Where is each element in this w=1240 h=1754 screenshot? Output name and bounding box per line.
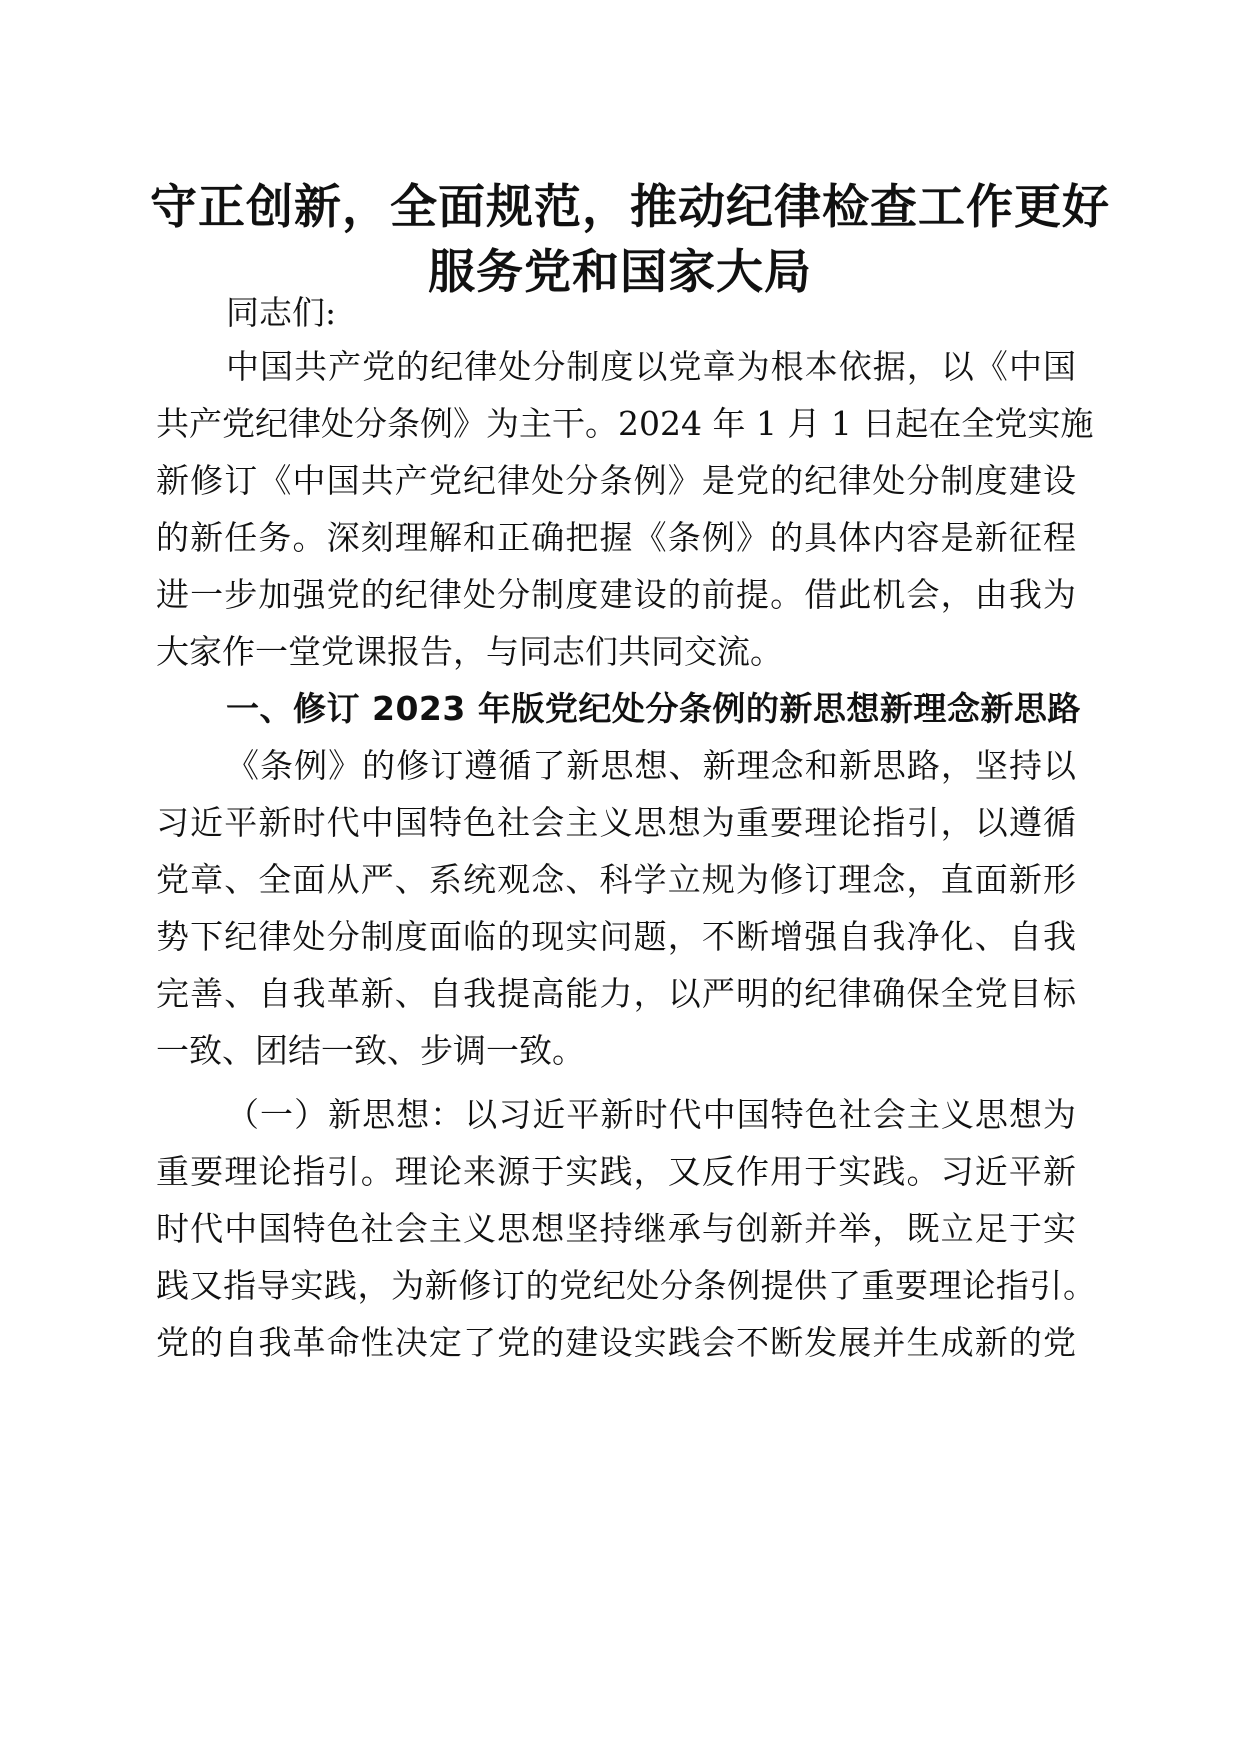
section-1-line-2: 习近平新时代中国特色社会主义思想为重要理论指引，以遵循 — [156, 803, 1076, 842]
intro-line-3: 新修订《中国共产党纪律处分条例》是党的纪律处分制度建设 — [156, 461, 1076, 500]
subsection-1-line-1: （一）新思想：以习近平新时代中国特色社会主义思想为 — [226, 1095, 1076, 1134]
subsection-1-line-4: 践又指导实践，为新修订的党纪处分条例提供了重要理论指引。 — [156, 1266, 1096, 1305]
salutation: 同志们: — [226, 293, 337, 332]
subsection-1-line-2: 重要理论指引。理论来源于实践，又反作用于实践。习近平新 — [156, 1152, 1076, 1191]
section-1-line-5: 完善、自我革新、自我提高能力，以严明的纪律确保全党目标 — [156, 974, 1076, 1013]
intro-line-6: 大家作一堂党课报告，与同志们共同交流。 — [156, 632, 783, 671]
document-title-line-2: 服务党和国家大局 — [428, 245, 812, 300]
document-title-line-1: 守正创新，全面规范，推动纪律检查工作更好 — [150, 180, 1110, 235]
intro-line-4: 的新任务。深刻理解和正确把握《条例》的具体内容是新征程 — [156, 518, 1076, 557]
section-1-heading: 一、修订 2023 年版党纪处分条例的新思想新理念新思路 — [226, 689, 1081, 728]
section-1-line-6: 一致、团结一致、步调一致。 — [156, 1031, 585, 1070]
subsection-1-line-5: 党的自我革命性决定了党的建设实践会不断发展并生成新的党 — [156, 1323, 1076, 1362]
section-1-line-1: 《条例》的修订遵循了新思想、新理念和新思路，坚持以 — [226, 746, 1076, 785]
section-1-line-4: 势下纪律处分制度面临的现实问题，不断增强自我净化、自我 — [156, 917, 1076, 956]
section-1-line-3: 党章、全面从严、系统观念、科学立规为修订理念，直面新形 — [156, 860, 1076, 899]
intro-line-5: 进一步加强党的纪律处分制度建设的前提。借此机会，由我为 — [156, 575, 1076, 614]
subsection-1-line-3: 时代中国特色社会主义思想坚持继承与创新并举，既立足于实 — [156, 1209, 1076, 1248]
intro-line-2: 共产党纪律处分条例》为主干。2024 年 1 月 1 日起在全党实施 — [156, 404, 1094, 443]
intro-line-1: 中国共产党的纪律处分制度以党章为根本依据，以《中国 — [226, 347, 1076, 386]
